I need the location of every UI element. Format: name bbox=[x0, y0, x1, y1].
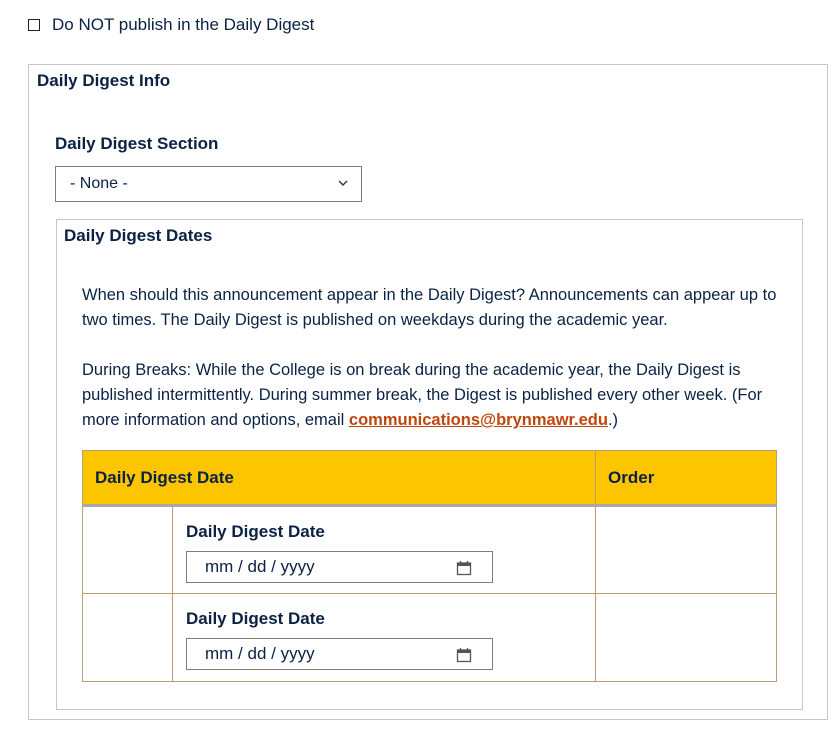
date-placeholder: mm / dd / yyyy bbox=[205, 644, 315, 663]
description-2-suffix: .) bbox=[607, 411, 619, 429]
daily-digest-info-fieldset bbox=[28, 64, 828, 720]
chevron-down-icon bbox=[337, 177, 349, 189]
daily-digest-section-select[interactable] bbox=[55, 166, 362, 202]
description-paragraph-2 bbox=[82, 358, 782, 433]
dates-description bbox=[82, 283, 782, 458]
date-input[interactable] bbox=[186, 638, 493, 670]
table-row bbox=[83, 594, 777, 682]
header-order: Order bbox=[596, 451, 777, 506]
date-field-label: Daily Digest Date bbox=[186, 609, 325, 628]
calendar-icon[interactable] bbox=[456, 647, 472, 663]
do-not-publish-label[interactable]: Do NOT publish in the Daily Digest bbox=[52, 15, 315, 34]
digest-dates-table-wrap bbox=[82, 450, 776, 682]
table-row bbox=[83, 506, 777, 594]
drag-handle-cell[interactable] bbox=[83, 594, 173, 682]
table-header-row bbox=[83, 451, 777, 506]
header-daily-digest-date: Daily Digest Date bbox=[83, 451, 596, 506]
date-cell bbox=[173, 506, 596, 594]
daily-digest-info-legend: Daily Digest Info bbox=[37, 71, 171, 90]
daily-digest-section-value: - None - bbox=[70, 175, 128, 192]
drag-handle-cell[interactable] bbox=[83, 506, 173, 594]
date-field-label: Daily Digest Date bbox=[186, 522, 325, 541]
daily-digest-section-label: Daily Digest Section bbox=[55, 134, 219, 153]
email-link[interactable]: communications@brynmawr.edu bbox=[348, 411, 608, 429]
publish-option bbox=[28, 15, 314, 35]
date-cell bbox=[173, 594, 596, 682]
do-not-publish-checkbox[interactable] bbox=[28, 19, 40, 31]
order-cell bbox=[596, 594, 777, 682]
order-cell bbox=[596, 506, 777, 594]
calendar-icon[interactable] bbox=[456, 560, 472, 576]
digest-dates-table bbox=[82, 450, 777, 682]
description-2-prefix: During Breaks: While the College is on break during the academic year, the Daily Digest is published intermittently. During summer break, the Digest is published every other week. (For more information and options, email bbox=[82, 361, 763, 429]
date-placeholder: mm / dd / yyyy bbox=[205, 557, 315, 576]
daily-digest-dates-legend: Daily Digest Dates bbox=[64, 226, 213, 245]
date-input[interactable] bbox=[186, 551, 493, 583]
description-paragraph-1: When should this announcement appear in the Daily Digest? Announcements can appear up to two times. The Daily Digest is published on weekdays during the academic year. bbox=[82, 286, 777, 329]
